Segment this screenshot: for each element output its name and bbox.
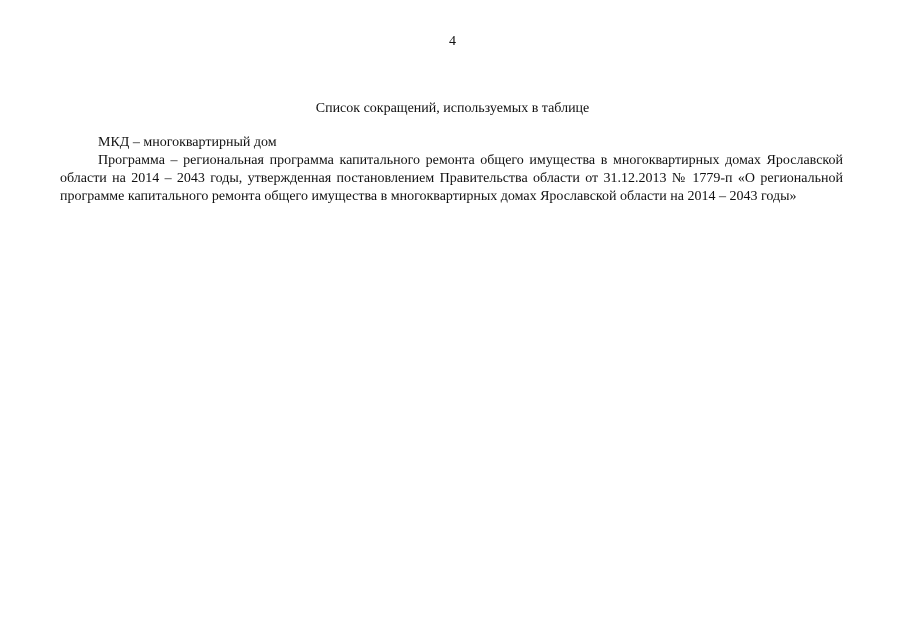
abbreviations-list: [60, 134, 843, 206]
abbreviations-heading: Список сокращений, используемых в таблице: [315, 101, 590, 116]
page-number: 4: [449, 34, 456, 49]
abbreviation-entry-program: Программа – региональная программа капитального ремонта общего имущества в многоквартирных домах Ярославской области на 2014 – 2043 годы, утвержденная постановлением Правительства области от 31.12.2013 № 1779-п «О региональной программе капитального ремонта общего имущества в многоквартирных домах Ярославской области на 2014 – 2043 годы»: [60, 153, 843, 204]
abbreviation-entry-mkd: МКД – многоквартирный дом: [98, 135, 277, 150]
